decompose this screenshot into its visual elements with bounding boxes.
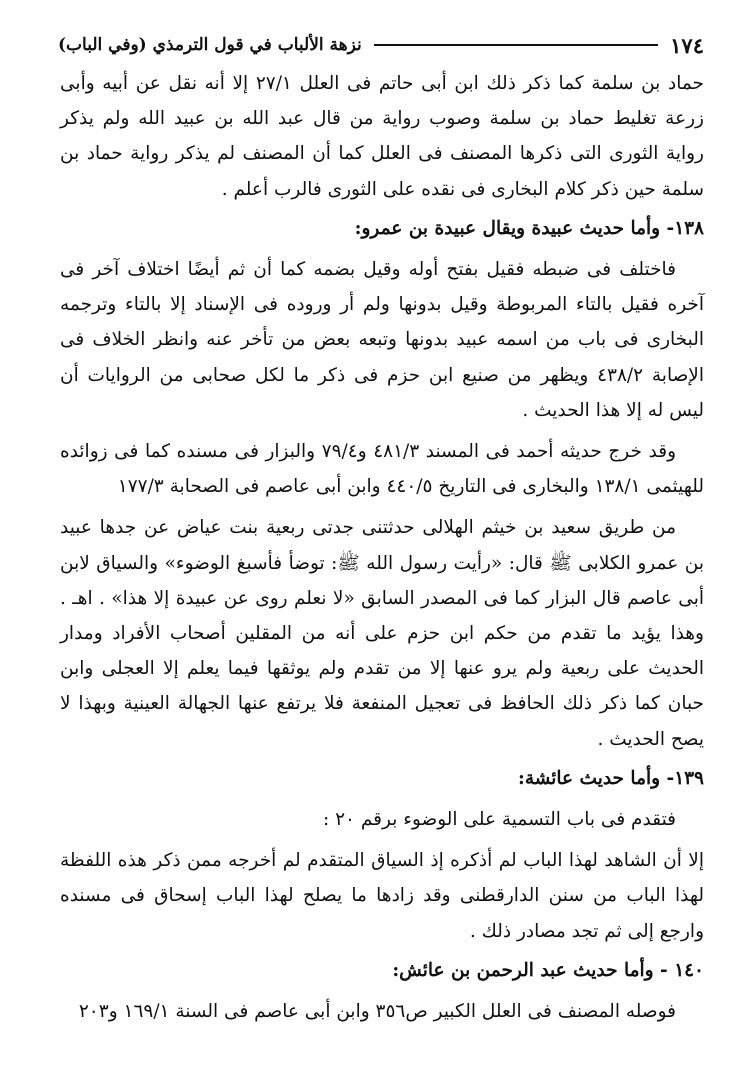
page-number: ١٧٤ bbox=[670, 32, 704, 58]
page-body bbox=[60, 66, 704, 1029]
page-header bbox=[58, 30, 704, 60]
paragraph: إلا أن الشاهد لهذا الباب لم أذكره إذ السياق المتقدم لم أخرجه ممن ذكر هذه اللفظة لهذا الباب من سنن الدارقطنى وقد زادها ما يصلح لهذا الباب إسحاق فى مسنده وارجع إلى ثم تجد مصادر ذلك . bbox=[60, 850, 704, 942]
paragraph: فتقدم فى باب التسمية على الوضوء برقم ٢٠ : bbox=[322, 809, 676, 831]
paragraph-continuation: حماد بن سلمة كما ذكر ذلك ابن أبى حاتم فى العلل ٢٧/١ إلا أنه نقل عن أبيه وأبى زرعة تغليط حماد بن سلمة وصوب رواية من قال عبد الله بن عبيد الله ولم يذكر رواية الثورى التى ذكرها المصنف فى العلل كما أن المصنف لم يذكر رواية حماد بن سلمة حين ذكر كلام البخارى فى نقده على الثورى فالرب أعلم . bbox=[60, 73, 704, 200]
paragraph: من طريق سعيد بن خيثم الهلالى حدثتنى جدتى ربعية بنت عياض عن جدها عبيد بن عمرو الكلابى ﷺ قال: «رأيت رسول الله ﷺ: توضأ فأسبغ الوضوء» والسياق لابن أبى عاصم قال البزار كما فى المصدر السابق «لا نعلم روى عن عبيدة إلا هذا» . اهـ . وهذا يؤيد ما تقدم من حكم ابن حزم على أنه من المقلين أصحاب الأفراد ومدار الحديث على ربعية ولم يرو عنها إلا من تقدم ولم يوثقها فيما يعلم إلا العجلى وابن حبان كما ذكر ذلك الحافظ فى تعجيل المنفعة فلا يرتفع عنها الجهالة العينية وبهذا لا يصح الحديث . bbox=[60, 517, 704, 750]
running-title: نزهة الألباب في قول الترمذي (وفي الباب) bbox=[58, 35, 362, 55]
paragraph: وقد خرج حديثه أحمد فى المسند ٤٨١/٣ و٧٩/٤ والبزار فى مسنده كما فى زوائده للهيثمى ١٣٨/١ والبخارى فى التاريخ ٤٤٠/٥ وابن أبى عاصم فى الصحابة ١٧٧/٣ bbox=[60, 441, 704, 498]
paragraph: فاختلف فى ضبطه فقيل بفتح أوله وقيل بضمه كما أن ثم أيضًا اختلاف آخر فى آخره فقيل بالتاء المربوطة وقيل بدونها ولم أر وروده فى الإسناد إلا بالتاء وترجمه البخارى فى باب من اسمه عبيد بدونها وتبعه بعض من تأخر عنه وانظر الخلاف فى الإصابة ٤٣٨/٢ ويظهر من صنيع ابن حزم فى ذكر ما لكل صحابى من الروايات أن ليس له إلا هذا الحديث . bbox=[60, 259, 704, 421]
paragraph: فوصله المصنف فى العلل الكبير ص٣٥٦ وابن أبى عاصم فى السنة ١٦٩/١ و٢٠٣ bbox=[78, 1001, 676, 1023]
section-heading-140: ١٤٠ - وأما حديث عبد الرحمن بن عائش: bbox=[392, 959, 704, 981]
header-rule bbox=[374, 44, 658, 46]
section-heading-138: ١٣٨- وأما حديث عبيدة ويقال عبيدة بن عمرو: bbox=[354, 217, 704, 239]
section-heading-139: ١٣٩- وأما حديث عائشة: bbox=[518, 767, 704, 789]
